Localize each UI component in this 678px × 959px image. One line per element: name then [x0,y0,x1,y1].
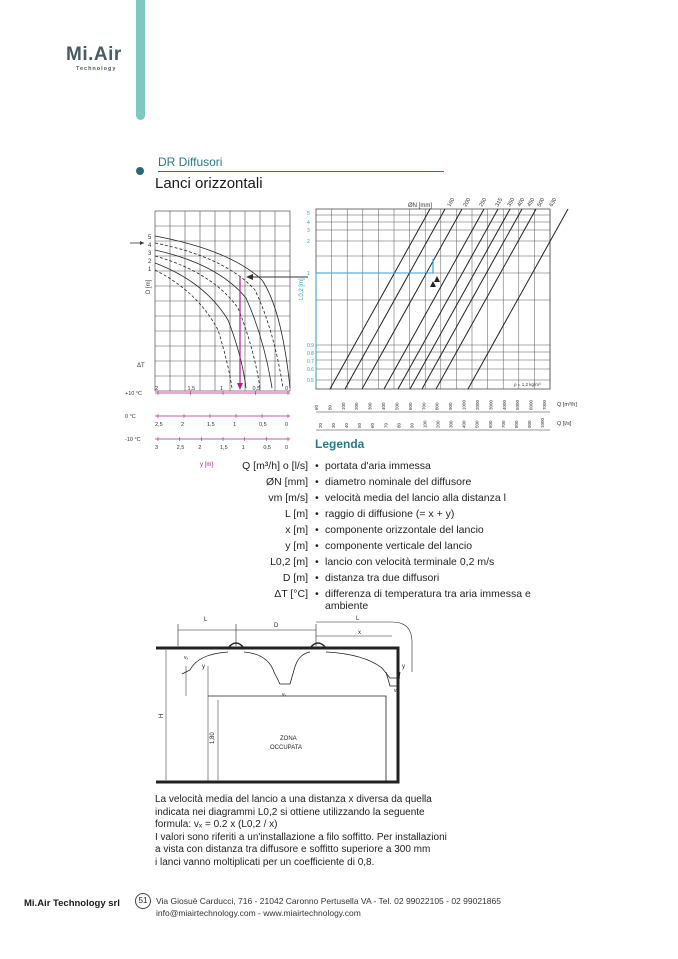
l-dim-left: L [204,617,208,623]
vx-right: vₓ [394,688,399,694]
dt-tick: 0,5 [263,445,271,451]
q-ls-tick: 600 [487,420,493,428]
q-m3h-tick: 1000 [461,399,467,410]
legend-description: distanza tra due diffusori [325,572,440,584]
d-tick: 1 [148,267,152,273]
dn-value: 400 [516,197,527,208]
legend-list [145,460,585,620]
l02-tick: 0.6 [307,367,314,373]
throw-curve [155,256,260,388]
legend-item [145,556,585,570]
l02-tick: 0.8 [307,351,314,357]
dn-value: 450 [526,197,537,208]
l02-tick: 3 [307,228,310,234]
d-axis-label: D [m] [146,279,152,294]
vx-left: vₓ [184,655,189,661]
q-ls-tick: 200 [435,420,441,428]
legend-bullet: • [315,508,319,520]
dt-tick: 2 [198,445,202,451]
q-m3h-tick: 400 [381,402,387,410]
q-m3h-tick: 2000 [474,399,480,410]
q-ls-tick: 50 [357,422,363,428]
legend-item [145,460,585,474]
q-m3h-tick: 80 [327,404,333,410]
legend-bullet: • [315,524,319,536]
q-ls-tick: 20 [318,422,323,428]
dn-value: 250 [478,197,489,208]
dt-tick: 1,5 [220,445,228,451]
q-ls-tick: 80 [396,422,402,428]
l02-tick: 2 [307,239,310,245]
dt-row-label: 0 °C [125,414,136,420]
x-dim: x [358,630,361,636]
l02-axis-label: L0,2 [m] [299,278,305,300]
q-m3h-tick: 800 [434,402,440,410]
legend-item [145,476,585,490]
zone-label-2: OCCUPATA [270,745,303,751]
legend-bullet: • [315,492,319,504]
dt-tick: 1 [241,445,245,451]
dt-tick: 2 [155,386,159,392]
l02-tick: 4 [307,220,310,226]
legend-symbol: L [m] [285,508,308,520]
h-dim: H [159,713,165,718]
q-m3h-tick: 700 [421,402,427,410]
dt-tick: 3 [155,445,159,451]
legend-item [145,492,585,506]
right-chart [316,209,568,389]
logo: Mi.Air [66,44,122,65]
q-m3h-tick: 6000 [528,399,534,410]
q-m3h-tick: 200 [354,402,360,410]
dt-tick: 2,5 [155,422,163,428]
l02-tick: 0.7 [307,359,314,365]
q-m3h-tick: 3000 [488,399,494,410]
legend-symbol: x [m] [285,524,308,536]
l-dim-right: L [356,616,360,622]
throw-curve [155,270,232,388]
q-ls-label: Q [l/s] [557,421,572,427]
section-label: DR Diffusori [158,155,223,169]
footer-brand: Mi.Air Technology srl [24,898,120,909]
legend-symbol: y [m] [285,540,308,552]
q-ls-tick: 800 [513,420,519,428]
dt-label: ΔT [137,363,145,369]
dt-row-label: -10 °C [125,437,141,443]
legend-description: velocità media del lancio alla distanza l [325,492,506,504]
dt-tick: 0 [285,386,289,392]
q-m3h-tick: 60 [314,404,319,410]
legend-description: componente orizzontale del lancio [325,524,484,536]
d-tick: 4 [148,243,152,249]
legend-symbol: ΔT [°C] [274,588,308,600]
dn-line [436,209,536,389]
legend-description: diametro nominale del diffusore [325,476,472,488]
legend-item [145,508,585,522]
dt-tick: 1,5 [187,386,196,392]
note-line: La velocità media del lancio a una distanza x diversa da quella [155,794,432,805]
d-tick: 2 [148,259,152,265]
legend-bullet: • [315,540,319,552]
dn-line [362,209,462,389]
dt-tick: 0,5 [259,422,267,428]
dt-tick: 1,5 [207,422,215,428]
installation-diagram [150,610,440,790]
dn-value: 315 [494,197,505,208]
q-ls-tick: 90 [409,422,415,428]
dn-line [345,209,445,389]
dn-line [330,209,430,389]
legend-description: differenza di temperatura tra aria immessa e ambiente [325,588,531,612]
legend-bullet: • [315,460,319,472]
throw-curve [155,243,283,388]
dt-tick: 1 [233,422,237,428]
left-chart [155,211,290,391]
legend-item [145,524,585,538]
l02-tick: 0.5 [307,378,314,384]
y-dim-right: y [402,664,405,670]
dt-tick: 2 [181,422,185,428]
q-m3h-tick: 5000 [515,399,521,410]
legend-description: lancio con velocità terminale 0,2 m/s [325,556,495,568]
q-ls-tick: 700 [500,420,506,428]
q-ls-tick: 400 [461,420,467,428]
note-text [155,794,485,869]
dt-tick: 2,5 [176,445,185,451]
page-number: 51 [135,893,151,909]
dt-tick: 1 [220,386,224,392]
zone-label-1: ZONA [280,736,297,742]
l02-tick: 0.9 [307,343,314,349]
q-m3h-tick: 600 [407,402,413,410]
q-ls-tick: 100 [422,420,428,428]
height-dim: 1,80 [210,732,216,744]
legend-bullet: • [315,476,319,488]
dn-value: 200 [462,197,473,208]
note-line: a vista con distanza tra diffusore e soffitto superiore a 300 mm [155,844,431,855]
legend-title: Legenda [315,437,365,451]
q-m3h-label: Q [m³/h] [557,402,577,408]
q-ls-tick: 30 [331,422,337,428]
legend-item [145,588,585,612]
legend-bullet: • [315,588,319,600]
legend-bullet: • [315,556,319,568]
q-m3h-tick: 100 [340,402,346,410]
q-m3h-tick: 4000 [501,399,507,410]
q-m3h-tick: 300 [367,402,373,410]
q-ls-tick: 70 [383,422,389,428]
dn-value: 160 [446,197,457,208]
logo-subtitle: Technology [76,66,117,72]
density-label: ρ = 1,2 kg/m³ [514,382,541,387]
d-tick: 5 [148,235,152,241]
dt-tick: 0,5 [252,386,261,392]
legend-symbol: D [m] [282,572,308,584]
legend-symbol: Q [m³/h] o [l/s] [242,460,308,472]
vx-center: vₓ [282,692,287,698]
page-title: Lanci orizzontali [155,175,263,192]
q-ls-tick: 1000 [540,417,545,428]
d-dim: D [274,623,279,629]
q-m3h-tick: 7000 [542,399,547,410]
d-tick: 3 [148,251,152,257]
dn-value: 630 [548,197,559,208]
legend-item [145,572,585,586]
q-ls-tick: 500 [474,420,480,428]
legend-description: componente verticale del lancio [325,540,473,552]
legend-item [145,540,585,554]
legend-symbol: L0,2 [m] [270,556,308,568]
legend-bullet: • [315,572,319,584]
l02-tick: 1 [307,271,310,277]
y-dim-left: y [202,664,205,670]
legend-symbol: ØN [mm] [266,476,308,488]
footer-contacts[interactable]: info@miairtechnology.com - www.miairtechnology.com [156,908,361,918]
dt-tick: 0 [285,445,289,451]
dt-tick: 0 [285,422,289,428]
legend-symbol: vm [m/s] [268,492,308,504]
dn-value: 500 [536,197,547,208]
dn-label: ØN [mm] [408,203,432,209]
note-line: i lanci vanno moltiplicati per un coefficiente di 0,8. [155,856,375,868]
footer-address: Via Giosuè Carducci, 716 - 21042 Caronno Pertusella VA - Tel. 02 99022105 - 02 99021865 [156,896,501,906]
dt-row-label: +10 °C [125,391,143,397]
q-ls-tick: 300 [448,420,454,428]
note-line: formula: vₓ = 0.2 x (L0,2 / x) [155,819,278,830]
throw-curve [155,263,246,388]
legend-description: raggio di diffusione (= x + y) [325,508,455,520]
q-ls-tick: 60 [370,422,376,428]
y-axis-label: y [m] [200,462,213,468]
legend-description: portata d'aria immessa [325,460,431,472]
note-line: indicata nei diagrammi L0,2 si ottiene utilizzando la seguente [155,806,425,818]
dn-value: 350 [506,197,517,208]
l02-tick: 5 [307,211,310,217]
q-ls-tick: 900 [526,420,532,428]
dn-line [384,209,484,389]
q-m3h-tick: 900 [448,402,454,410]
note-line: I valori sono riferiti a un'installazione a filo soffitto. Per installazioni [155,831,447,843]
q-ls-tick: 40 [344,422,350,428]
q-m3h-tick: 500 [394,402,400,410]
